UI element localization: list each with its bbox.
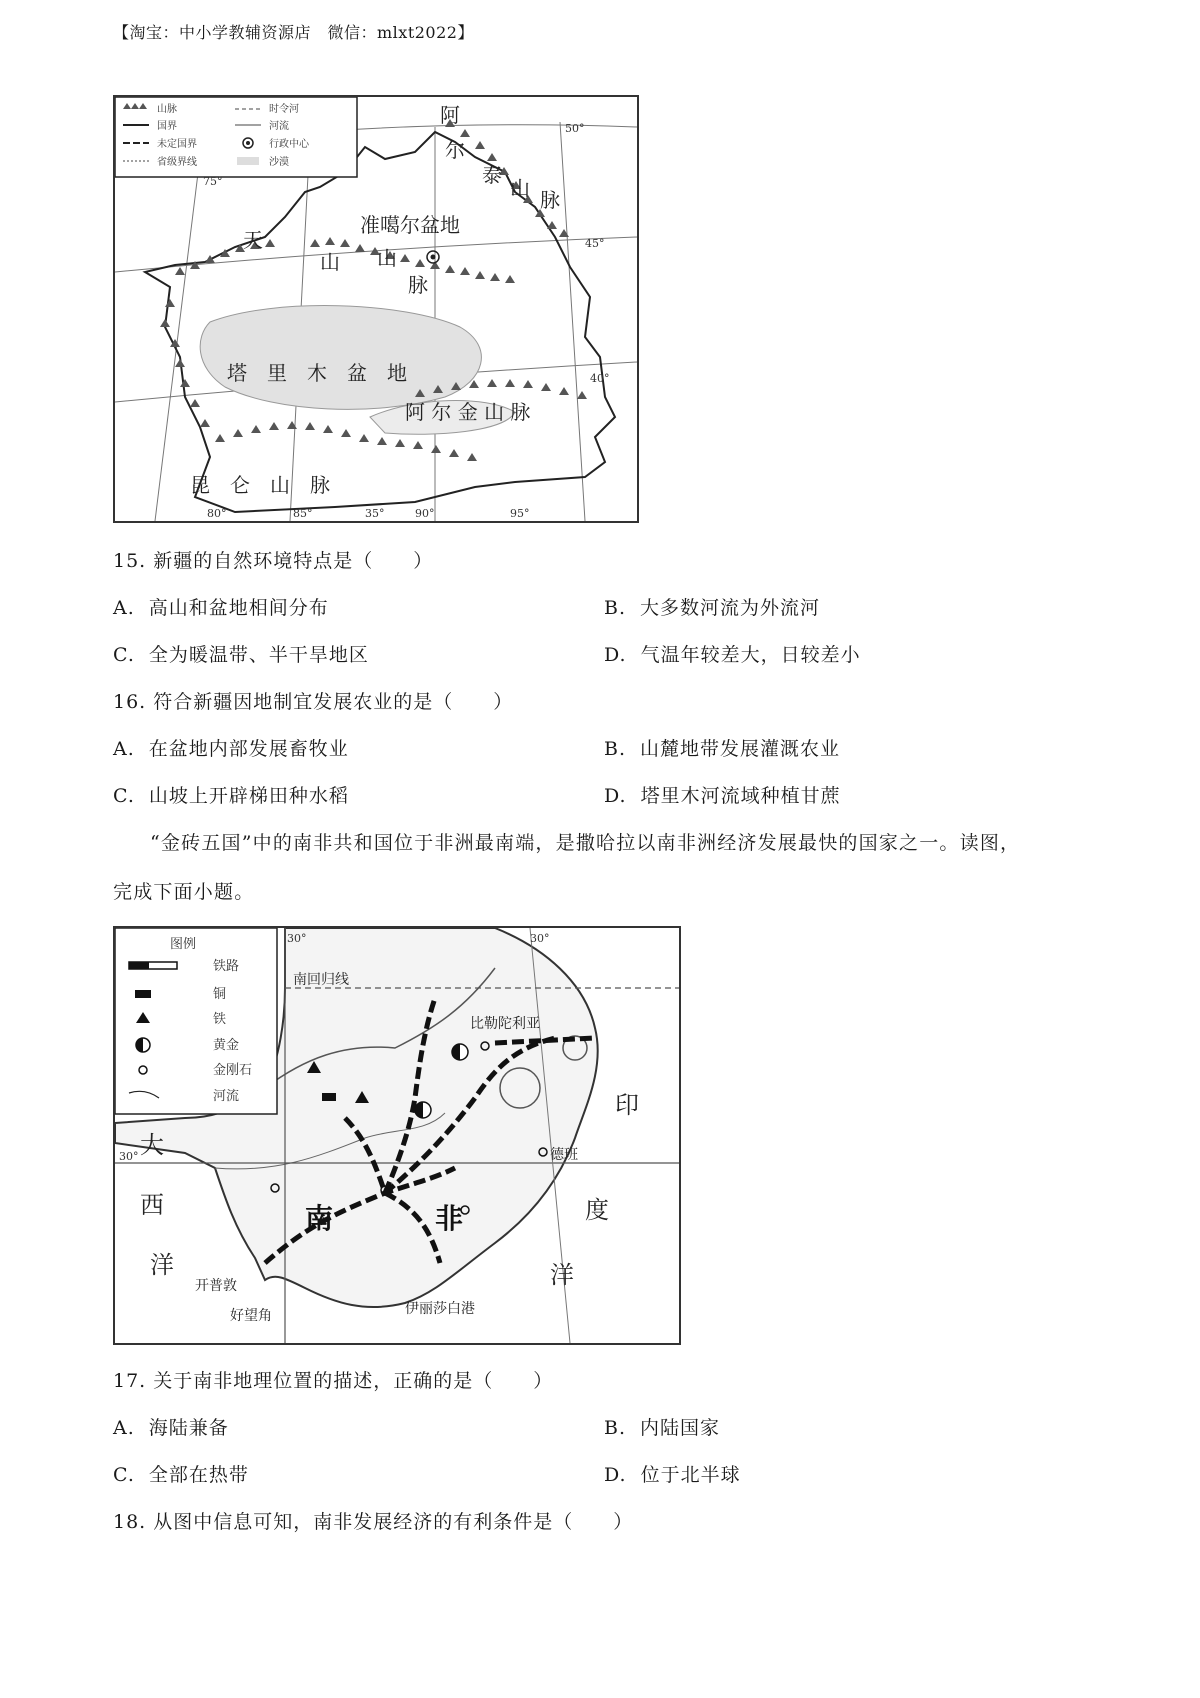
q15-option-b-text: 大多数河流为外流河	[640, 597, 821, 619]
q17-option-a-letter: A.	[113, 1417, 135, 1439]
legend-border: 国界	[157, 121, 177, 132]
q16-option-d	[604, 781, 841, 808]
tick-lon-30-left: 30°	[287, 932, 307, 945]
legend-iron: 铁	[213, 1012, 227, 1027]
tick-lon-80: 80°	[207, 507, 227, 520]
q17-option-b-text: 内陆国家	[640, 1417, 721, 1439]
tick-lat-45: 45°	[585, 237, 605, 250]
legend-undefined-border: 未定国界	[157, 139, 197, 150]
tick-lat-40: 40°	[590, 372, 610, 385]
legend-river: 河流	[213, 1089, 240, 1104]
tick-lon-30-right: 30°	[530, 932, 550, 945]
label-indian-3: 洋	[550, 1261, 574, 1289]
q15-option-b	[604, 593, 820, 620]
q17-option-c	[113, 1460, 249, 1487]
legend-gold: 黄金	[213, 1038, 240, 1053]
label-altai-2: 尔	[445, 138, 465, 162]
tick-lon-95: 95°	[510, 507, 530, 520]
q15-option-a	[113, 593, 329, 620]
label-atlantic-1: 大	[140, 1131, 164, 1159]
q16-option-a-letter: A.	[113, 738, 135, 760]
q15-option-c	[113, 640, 369, 667]
xinjiang-map	[113, 95, 639, 523]
label-tianshan-4: 脉	[408, 273, 428, 297]
q15-option-d	[604, 640, 861, 667]
passage-line-1: “金砖五国”中的南非共和国位于非洲最南端，是撒哈拉以南非洲经济发展最快的国家之一。读图，	[150, 832, 1021, 854]
label-port-elizabeth: 伊丽莎白港	[405, 1301, 475, 1317]
label-tianshan-2: 山	[320, 250, 340, 274]
label-altun-mountains: 阿 尔 金 山 脉	[405, 400, 531, 424]
q16-option-c-letter: C.	[113, 785, 135, 807]
label-tarim-basin: 塔 里 木 盆 地	[227, 361, 407, 385]
label-altai-4: 山	[510, 176, 530, 200]
label-indian-1: 印	[615, 1091, 639, 1119]
q16-stem: 16. 符合新疆因地制宜发展农业的是（ ）	[113, 691, 514, 713]
label-altai-1: 阿	[440, 103, 460, 127]
tick-lon-75: 75°	[203, 175, 223, 188]
legend-mountain: 山脉	[157, 104, 177, 115]
tick-lat-50: 50°	[565, 122, 585, 135]
q16-option-b-text: 山麓地带发展灌溉农业	[640, 738, 841, 760]
q15-stem: 15. 新疆的自然环境特点是（ ）	[113, 550, 434, 572]
q18-stem: 18. 从图中信息可知，南非发展经济的有利条件是（ ）	[113, 1511, 634, 1533]
label-south-2: 非	[435, 1202, 464, 1235]
legend-seasonal-river: 时令河	[269, 104, 299, 115]
label-tianshan-3: 山	[377, 246, 397, 270]
label-indian-2: 度	[585, 1196, 609, 1224]
q15-option-d-text: 气温年较差大，日较差小	[640, 644, 861, 666]
q17-option-d-text: 位于北半球	[640, 1464, 741, 1486]
q17-stem: 17. 关于南非地理位置的描述，正确的是（ ）	[113, 1370, 554, 1392]
label-pretoria: 比勒陀利亚	[470, 1016, 540, 1032]
q17-option-b	[604, 1413, 720, 1440]
label-altai-5: 脉	[540, 188, 560, 212]
legend-diamond: 金刚石	[213, 1063, 253, 1078]
label-tianshan-1: 天	[243, 228, 263, 252]
label-atlantic-2: 西	[140, 1191, 164, 1219]
q16-option-c	[113, 781, 349, 808]
header-watermark: 【淘宝：中小学教辅资源店 微信：mlxt2022】	[113, 23, 474, 42]
legend-admin-center: 行政中心	[269, 139, 309, 150]
q16-option-a	[113, 734, 349, 761]
q15-option-d-letter: D.	[604, 644, 627, 666]
label-atlantic-3: 洋	[150, 1251, 174, 1279]
q16-option-b	[604, 734, 840, 761]
tick-lat-35: 35°	[365, 507, 385, 520]
label-altai-3: 泰	[482, 163, 502, 187]
legend-title: 图例	[170, 937, 197, 952]
south-africa-map	[113, 926, 681, 1345]
q17-option-d	[604, 1460, 741, 1487]
tick-lon-90: 90°	[415, 507, 435, 520]
q15-option-a-letter: A.	[113, 597, 135, 619]
q16-option-b-letter: B.	[604, 738, 627, 760]
passage-line-2: 完成下面小题。	[113, 881, 255, 903]
q16-option-d-text: 塔里木河流域种植甘蔗	[640, 785, 841, 807]
q17-option-a	[113, 1413, 229, 1440]
q17-option-c-text: 全部在热带	[148, 1464, 249, 1486]
label-south-1: 南	[305, 1202, 334, 1235]
q15-option-b-letter: B.	[604, 597, 627, 619]
label-cape-of-good-hope: 好望角	[230, 1308, 272, 1324]
q17-option-c-letter: C.	[113, 1464, 135, 1486]
label-durban: 德班	[550, 1147, 578, 1163]
q16-option-a-text: 在盆地内部发展畜牧业	[148, 738, 349, 760]
q17-option-a-text: 海陆兼备	[148, 1417, 229, 1439]
q15-option-a-text: 高山和盆地相间分布	[148, 597, 329, 619]
q15-option-c-text: 全为暖温带、半干旱地区	[148, 644, 369, 666]
label-tropic-capricorn: 南回归线	[293, 972, 349, 988]
label-kunlun-mountains: 昆 仑 山 脉	[190, 473, 330, 497]
q17-option-d-letter: D.	[604, 1464, 627, 1486]
q15-option-c-letter: C.	[113, 644, 135, 666]
legend-provincial-border: 省级界线	[157, 157, 197, 168]
label-jungar-basin: 准噶尔盆地	[360, 213, 460, 237]
legend-copper: 铜	[213, 987, 227, 1002]
legend-railway: 铁路	[213, 959, 240, 974]
legend-river: 河流	[269, 121, 289, 132]
legend-desert: 沙漠	[269, 157, 289, 168]
q16-option-c-text: 山坡上开辟梯田种水稻	[148, 785, 349, 807]
q16-option-d-letter: D.	[604, 785, 627, 807]
label-cape-town: 开普敦	[195, 1278, 237, 1294]
q17-option-b-letter: B.	[604, 1417, 627, 1439]
tick-lon-85: 85°	[293, 507, 313, 520]
tick-lat-30: 30°	[119, 1150, 139, 1163]
